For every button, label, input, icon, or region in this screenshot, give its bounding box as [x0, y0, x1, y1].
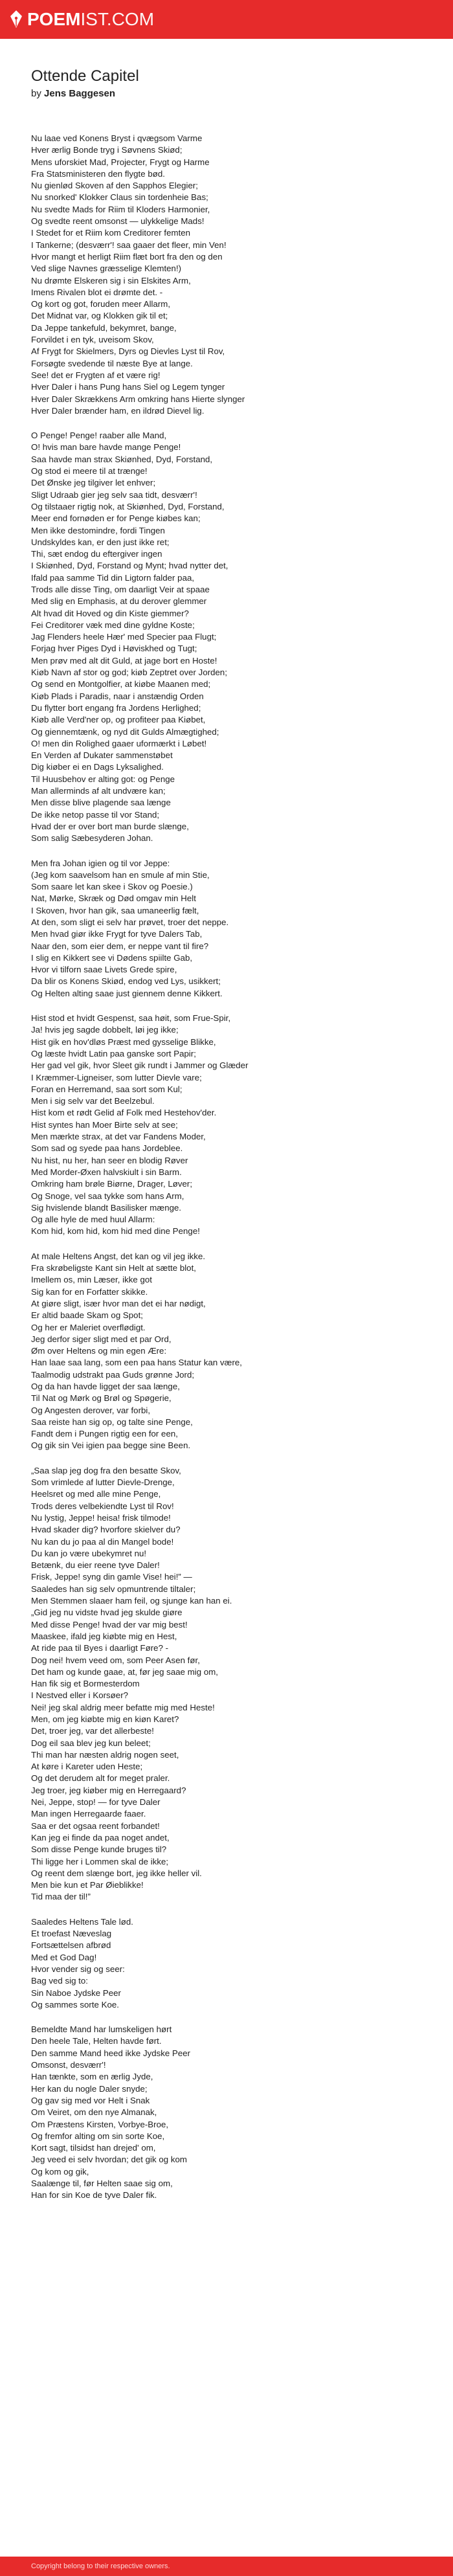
poem-line: Trods alle disse Ting, om daarligt Veir at spaae [31, 584, 210, 594]
poem-line: Hist stod et hvidt Gespenst, saa høit, som Frue-Spir, [31, 1013, 231, 1024]
poem-line: Hver Daler Skrækkens Arm omkring hans Hierte slynger [31, 394, 245, 404]
poem-line: En Verden af Dukater sammenstøbet [31, 750, 173, 761]
poem-line: Men i sig selv var det Beelzebul. [31, 1096, 155, 1106]
poem-line: Hvad der er over bort man burde slænge, [31, 821, 189, 831]
poem-line: Og da han havde ligget der saa længe, [31, 1381, 180, 1391]
poem-line: Med et God Dag! [31, 1952, 97, 1962]
stanza [31, 858, 432, 1000]
poem-line: Dig kiøber ei en Dags Lyksalighed. [31, 762, 164, 772]
poem-line: Sig kan for en Forfatter skikke. [31, 1286, 148, 1297]
poem-line: Hver Daler i hans Pung hans Siel og Legem tynger [31, 382, 225, 392]
poem-line: O! men din Rolighed gaaer uformærkt i Løbet! [31, 738, 207, 748]
poem-line: Han tænkte, som en ærlig Jyde, [31, 2072, 153, 2082]
poem-line: I Skoven, hvor han gik, saa umaneerlig fælt, [31, 905, 199, 915]
pen-nib-icon [9, 10, 23, 29]
poem-line: Trods deres velbekiendte Lyst til Rov! [31, 1501, 174, 1511]
poem-line: Fra skrøbeligste Kant sin Helt at sætte blot, [31, 1263, 196, 1273]
poem-line: Meer end fornøden er for Penge kiøbes kan; [31, 513, 201, 524]
poem-line: Og send en Montgolfier, at kiøbe Maanen med; [31, 679, 211, 689]
poem-line: Den heele Tale, Helten havde ført. [31, 2036, 162, 2046]
stanza [31, 1251, 432, 1452]
poem-line: O Penge! Penge! raaber alle Mand, [31, 431, 167, 441]
poem-line: (Jeg kom saavelsom han en smule af min Stie, [31, 869, 210, 880]
poem-line: Og alle hyle de med huul Allarm: [31, 1215, 155, 1225]
poem-line: Saaledes han sig selv opmuntrende tiltaler; [31, 1584, 196, 1594]
poem-line: Dog eil saa blev jeg kun beleet; [31, 1738, 151, 1748]
poem-title: Ottende Capitel [31, 67, 139, 85]
poem-line: At ride paa til Byes i daarligt Føre? - [31, 1643, 169, 1653]
poem-line: Og sammes sorte Koe. [31, 1999, 119, 2010]
poem-line: Kom hid, kom hid, kom hid med dine Penge! [31, 1226, 200, 1237]
stanza [31, 2024, 432, 2201]
poem-line: Men disse blive plagende saa længe [31, 798, 171, 808]
poem-line: Men prøv med alt dit Guld, at jage bort en Hoste! [31, 655, 217, 666]
poem-line: Nu lystig, Jeppe! heisa! frisk tilmode! [31, 1512, 171, 1523]
poem-line: Kiøb alle Verd'ner op, og profiteer paa Kiøbet, [31, 715, 206, 725]
poem-line: Og reent dem slænge bort, jeg ikke heller vil. [31, 1868, 202, 1878]
poem-line: Du kan jo være ubekymret nu! [31, 1548, 147, 1558]
poem-line: Jeg derfor siger sligt med et par Ord, [31, 1334, 171, 1344]
poem-line: Og Helten alting saae just giennem denne Kikkert. [31, 988, 223, 998]
poem-line: Du flytter bort engang fra Jordens Herlighed; [31, 702, 201, 713]
poem-line: Hvor mangt et herligt Riim flæt bort fra den og den [31, 251, 223, 262]
poem-line: Ifald paa samme Tid din Ligtorn falder paa, [31, 572, 195, 583]
poem-line: Heelsret og med alle mine Penge, [31, 1489, 161, 1499]
poem-line: Og kort og got, foruden meer Allarm, [31, 299, 171, 309]
poem-line: Men mærkte strax, at det var Fandens Moder, [31, 1132, 206, 1142]
poem-line: Forsøgte svedende til næste Bye at lange. [31, 358, 193, 368]
poem-line: Han fik sig et Bormesterdom [31, 1679, 140, 1689]
poem-content [31, 67, 432, 2215]
poem-line: Nu drømte Elskeren sig i sin Elskites Arm, [31, 275, 191, 286]
poem-line: Dog nei! hvem veed om, som Peer Asen før, [31, 1655, 200, 1665]
poem-line: Er altid baade Skam og Spot; [31, 1310, 143, 1321]
poem-line: „Saa slap jeg dog fra den besatte Skov, [31, 1465, 181, 1475]
poem-line: Maaskee, ifald jeg kiøbte mig en Hest, [31, 1631, 177, 1641]
poem-line: Med slig en Emphasis, at du derover glemmer [31, 596, 207, 607]
poem-line: Kan jeg ei finde da paa noget andet, [31, 1832, 170, 1842]
poem-line: Fra Statsministeren den flygte bød. [31, 168, 165, 179]
poem-line: Bemeldte Mand har lumskeligen hørt [31, 2024, 172, 2035]
poem-line: Alt hvad dit Hoved og din Kiste giemmer? [31, 608, 189, 618]
poem-line: Og svedte reent omsonst — ulykkelige Mads! [31, 216, 204, 227]
poem-line: Kiøb Plads i Paradis, naar i anstændig Orden [31, 691, 204, 701]
poem-line: Men, om jeg kiøbte mig en kiøn Karet? [31, 1714, 179, 1724]
poem-line: Da Jeppe tankefuld, bekymret, bange, [31, 322, 177, 333]
poem-line: Frisk, Jeppe! syng din gamle Vise! hei!” — [31, 1572, 192, 1582]
poem-line: Og læste hvidt Latin paa ganske sort Papir; [31, 1048, 196, 1058]
poem-line: Naar den, som eier dem, er neppe vant til fire? [31, 941, 209, 951]
poem-line: Og stod ei meere til at trænge! [31, 466, 148, 476]
poem-line: Kort sagt, tilsidst han drejed' om, [31, 2143, 156, 2153]
poem-line: I Nestved eller i Korsøer? [31, 1690, 129, 1701]
poem-line: Men ikke destomindre, fordi Tingen [31, 525, 165, 535]
poem-line: „Gid jeg nu vidste hvad jeg skulde giøre [31, 1607, 182, 1618]
poem-line: O! hvis man bare havde mange Penge! [31, 442, 181, 453]
poem-line: Og Angesten derover, var forbi, [31, 1405, 151, 1415]
logo-strong: POEM [27, 9, 81, 29]
poem-line: Til Huusbehov er alting got: og Penge [31, 774, 175, 784]
poem-line: Hver ærlig Bonde tryg i Søvnens Skiød; [31, 145, 182, 155]
poem-line: Tid maa der til!” [31, 1892, 91, 1902]
poem-line: Nei! jeg skal aldrig meer befatte mig med Heste! [31, 1702, 215, 1712]
poem-line: Men bie kun et Par Øieblikke! [31, 1880, 144, 1890]
poem-line: See! det er Frygten af et være rig! [31, 370, 160, 380]
poem-line: Saa reiste han sig op, og talte sine Penge, [31, 1417, 193, 1427]
poem-line: Sin Naboe Jydske Peer [31, 1988, 121, 1998]
poem-line: Hist kom et rødt Gelid af Folk med Hestehov'der. [31, 1108, 217, 1118]
poem-line: Jag Flenders heele Hær' med Specier paa Flugt; [31, 632, 217, 642]
poem-line: Nu hist, nu her, han seer en blodig Røver [31, 1155, 188, 1165]
byline [31, 87, 432, 100]
poem-line: Et troefast Næveslag [31, 1929, 112, 1939]
poem-line: Og gav sig med vor Helt i Snak [31, 2095, 150, 2105]
poem-line: Thi ligge her i Lommen skal de ikke; [31, 1856, 169, 1866]
poem-line: I Skiønhed, Dyd, Forstand og Mynt; hvad nytter det, [31, 561, 228, 571]
poem-line: De ikke netop passe til vor Stand; [31, 809, 160, 820]
poem-line: Nat, Mørke, Skræk og Død omgav min Helt [31, 893, 196, 904]
poem-line: Som vrimlede af lutter Dievle-Drenge, [31, 1477, 175, 1488]
poem-line: At giøre sligt, især hvor man det ei har nødigt, [31, 1298, 206, 1308]
poem-line: Fortsættelsen afbrød [31, 1940, 111, 1951]
by-label: by [31, 88, 41, 99]
poem-line: Hver Daler brænder ham, en ildrød Dievel lig. [31, 405, 204, 416]
poem-line: Det ham og kunde gaae, at, før jeg saae mig om, [31, 1666, 218, 1677]
poem-line: At køre i Kareter uden Heste; [31, 1762, 143, 1772]
poem-line: Thi, sæt endog du eftergiver ingen [31, 549, 162, 559]
poem-line: Jeg veed ei selv hvordan; det gik og kom [31, 2155, 187, 2165]
poem-line: Bag ved sig to: [31, 1976, 88, 1986]
stanza [31, 1465, 432, 1903]
author-link[interactable]: Jens Baggesen [44, 88, 116, 99]
poem-line: Forjag hver Piges Dyd i Høviskhed og Tugt; [31, 644, 197, 654]
poem-line: Og tilstaaer rigtig nok, at Skiønhed, Dyd, Forstand, [31, 501, 225, 511]
site-footer [0, 2557, 453, 2576]
poem-line: Med disse Penge! hvad der var mig best! [31, 1619, 188, 1630]
poem-line: Med Morder-Øxen halvskiult i sin Barm. [31, 1167, 182, 1177]
poem-line: Man allerminds af alt undvære kan; [31, 786, 166, 796]
poem-line: Thi man har næsten aldrig nogen seet, [31, 1749, 179, 1760]
poem-line: Til Nat og Mørk og Brøl og Spøgerie, [31, 1393, 171, 1404]
poem-line: Fandt dem i Pungen rigtig een for een, [31, 1429, 178, 1439]
poem-body [31, 133, 432, 2202]
poem-line: I slig en Kikkert see vi Dødens spiilte Gab, [31, 952, 193, 963]
poem-line: Foran en Herremand, saa sort som Kul; [31, 1084, 182, 1094]
poem-line: Om Præstens Kirsten, Vorbye-Broe, [31, 2119, 169, 2129]
poem-line: Det Midnat var, og Klokken gik til et; [31, 311, 168, 321]
copyright-text: Copyright belong to their respective owners. [31, 2562, 170, 2570]
poem-line: Kiøb Navn af stor og god; kiøb Zeptret over Jorden; [31, 667, 228, 678]
poem-line: Men hvad giør ikke Frygt for tyve Dalers Tab, [31, 929, 203, 939]
poem-line: Nu snorked' Klokker Claus sin tordenheie Bas; [31, 192, 208, 203]
poem-line: Saalænge til, før Helten saae sig om, [31, 2178, 173, 2188]
poem-line: Saa er det ogsaa reent forbandet! [31, 1820, 160, 1831]
poem-line: Hist gik en hov'dløs Præst med gysselige Blikke, [31, 1036, 216, 1047]
poem-line: Jeg troer, jeg kiøber mig en Herregaard? [31, 1785, 186, 1795]
poem-line: I Tankerne; (desværr'! saa gaaer det fleer, min Ven! [31, 240, 226, 250]
poem-line: Af Frygt for Skielmers, Dyrs og Dievles Lyst til Rov, [31, 346, 225, 357]
stanza [31, 430, 432, 844]
poem-line: Han laae saa lang, som een paa hans Statur kan være, [31, 1358, 242, 1368]
poem-line: Nu svedte Mads for Riim til Kloders Harmonier, [31, 204, 210, 214]
poem-line: Og gik sin Vei igien paa begge sine Been. [31, 1440, 191, 1451]
poem-line: Men Stemmen slaaer ham feil, og sjunge kan han ei. [31, 1596, 232, 1606]
poem-line: Her gad vel gik, hvor Sleet gik rundt i Jammer og Glæder [31, 1060, 249, 1071]
poem-line: I Stedet for et Riim kom Creditorer femten [31, 228, 191, 238]
poem-line: Saa havde man strax Skiønhed, Dyd, Forstand, [31, 454, 213, 464]
poem-line: Som disse Penge kunde bruges til? [31, 1844, 167, 1855]
poem-line: Og fremfor alting om sin sorte Koe, [31, 2131, 165, 2141]
poem-line: Undskyldes kan, er den just ikke ret; [31, 537, 170, 547]
stanza [31, 133, 432, 417]
site-logo[interactable] [27, 9, 154, 30]
poem-line: Nei, Jeppe, stop! — for tyve Daler [31, 1797, 160, 1808]
poem-line: At den, som sligt ei selv har prøvet, troer det neppe. [31, 917, 229, 927]
poem-line: Sig hvislende blandt Basilisker mænge. [31, 1202, 182, 1213]
poem-line: Taalmodig udstrakt paa Guds grønne Jord; [31, 1369, 195, 1380]
poem-line: Her kan du nogle Daler snyde; [31, 2083, 148, 2094]
stanza [31, 1916, 432, 2011]
poem-line: Den samme Mand heed ikke Jydske Peer [31, 2048, 191, 2058]
poem-line: Imens Rivalen blot ei drømte det. - [31, 287, 163, 297]
poem-line: Som sad og syede paa hans Jordeblee. [31, 1143, 183, 1154]
poem-line: Man ingen Herregaarde faaer. [31, 1809, 146, 1819]
poem-line: Betænk, du eier reene tyve Daler! [31, 1560, 160, 1571]
poem-line: Hvor vender sig og seer: [31, 1964, 125, 1974]
poem-line: Som saare let kan skee i Skov og Poesie.) [31, 882, 193, 892]
poem-line: Om Veiret, om den nye Almanak, [31, 2107, 157, 2118]
poem-line: Hvor vi tilforn saae Livets Grede spire, [31, 965, 177, 975]
poem-line: Forvildet i en tyk, uveisom Skov, [31, 335, 154, 345]
poem-line: Mens uforskiet Mad, Projecter, Frygt og Harme [31, 157, 210, 167]
poem-line: Nu gienlød Skoven af den Sapphos Elegier; [31, 181, 198, 191]
poem-line: Ja! hvis jeg sagde dobbelt, løi jeg ikke; [31, 1025, 179, 1035]
poem-line: Ved slige Navnes græsselige Klemten!) [31, 263, 182, 274]
poem-line: Nu kan du jo paa al din Mangel bode! [31, 1536, 174, 1547]
stanza [31, 1013, 432, 1238]
poem-line: Nu laae ved Konens Bryst i qvægsom Varme [31, 133, 203, 143]
poem-line: Og kom og gik, [31, 2166, 89, 2177]
poem-line: Saaledes Heltens Tale lød. [31, 1916, 133, 1927]
poem-line: Fei Creditorer væk med dine gyldne Koste; [31, 620, 195, 630]
poem-line: Da blir os Konens Skiød, endog ved Lys, usikkert; [31, 976, 221, 987]
poem-line: Som salig Sæbesyderen Johan. [31, 833, 153, 844]
poem-line: Men fra Johan igien og til vor Jeppe: [31, 858, 170, 868]
poem-line: Det Ønske jeg tilgiver let enhver; [31, 478, 156, 488]
poem-line: Omsonst, desværr'! [31, 2060, 106, 2070]
poem-line: At male Heltens Angst, det kan og vil jeg ikke. [31, 1251, 206, 1261]
poem-line: Og her er Maleriet overflødigt. [31, 1322, 146, 1332]
poem-line: Og giennemtænk, og nyd dit Gulds Almægtighed; [31, 726, 219, 737]
poem-line: Og Snoge, vel saa tykke som hans Arm, [31, 1191, 184, 1201]
logo-light: IST.COM [80, 9, 155, 29]
site-header [0, 0, 453, 39]
poem-line: Øm over Heltens og min egen Ære: [31, 1346, 167, 1356]
poem-line: Hvad skader dig? hvorfore skielver du? [31, 1525, 181, 1535]
poem-line: I Kræmmer-Ligneiser, som lutter Dievle vare; [31, 1072, 202, 1082]
poem-line: Han for sin Koe de tyve Daler fik. [31, 2190, 157, 2201]
poem-line: Hist syntes han Moer Birte selv at see; [31, 1119, 178, 1130]
poem-line: Omkring ham brøle Biørne, Drager, Løver; [31, 1179, 193, 1189]
poem-line: Og det derudem alt for meget praler. [31, 1773, 170, 1784]
poem-line: Det, troer jeg, var det allerbeste! [31, 1726, 154, 1736]
poem-line: Sligt Udraab gier jeg selv saa tidt, desværr'! [31, 489, 197, 500]
poem-line: Imellem os, min Læser, ikke got [31, 1275, 152, 1285]
